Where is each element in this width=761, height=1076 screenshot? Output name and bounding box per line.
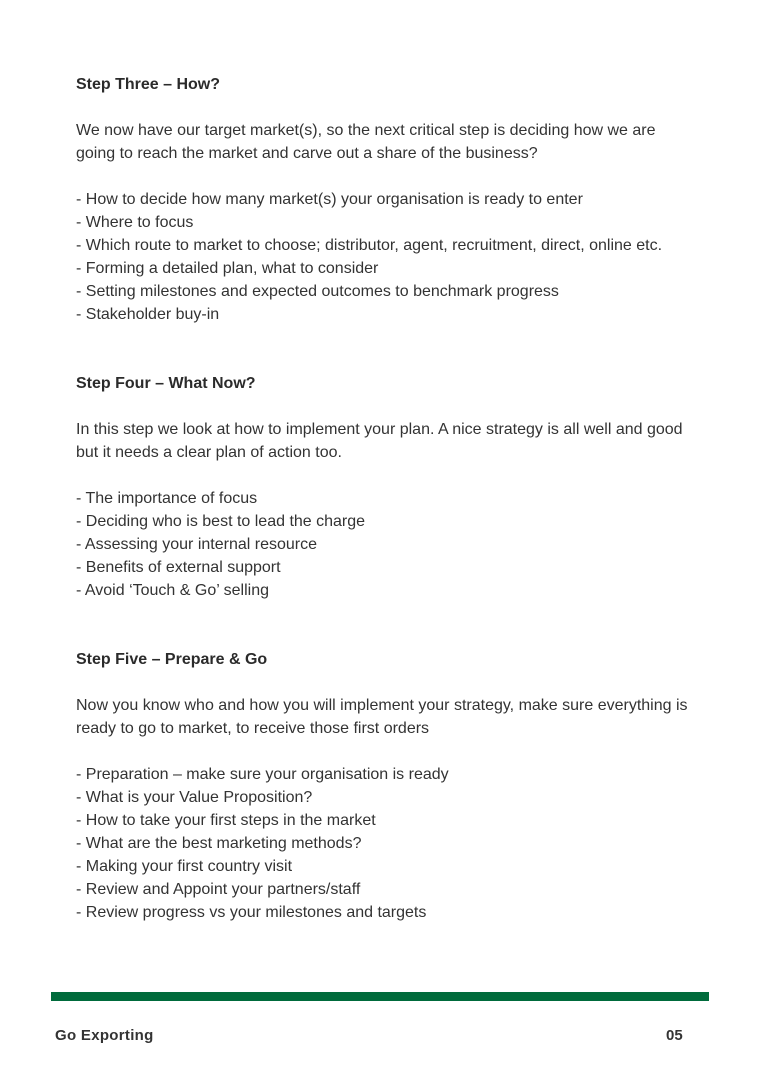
section-step-five (76, 648, 696, 924)
footer-divider-bar (51, 992, 709, 1001)
section-intro: Now you know who and how you will implement your strategy, make sure everything is ready to go to market, to receive those first orders (76, 697, 688, 737)
section-step-four (76, 372, 696, 602)
section-title: Step Three – How? (76, 76, 221, 93)
list-item: - Review and Appoint your partners/staff (76, 881, 361, 898)
section-intro: In this step we look at how to implement your plan. A nice strategy is all well and good but it needs a clear plan of action too. (76, 421, 683, 461)
bullet-list (76, 763, 696, 924)
section-intro: We now have our target market(s), so the next critical step is deciding how we are going to reach the market and carve out a share of the business? (76, 122, 656, 162)
list-item: - Avoid ‘Touch & Go’ selling (76, 582, 269, 599)
list-item: - Which route to market to choose; distributor, agent, recruitment, direct, online etc. (76, 237, 663, 254)
list-item: - Stakeholder buy-in (76, 306, 220, 323)
section-title: Step Four – What Now? (76, 375, 256, 392)
list-item: - Benefits of external support (76, 559, 281, 576)
list-item: - Assessing your internal resource (76, 536, 317, 553)
list-item: - What is your Value Proposition? (76, 789, 313, 806)
bullet-list (76, 188, 696, 326)
list-item: - Forming a detailed plan, what to consider (76, 260, 379, 277)
list-item: - Making your first country visit (76, 858, 293, 875)
document-body (76, 73, 696, 924)
list-item: - Where to focus (76, 214, 194, 231)
list-item: - How to take your first steps in the market (76, 812, 376, 829)
list-item: - How to decide how many market(s) your organisation is ready to enter (76, 191, 583, 208)
bullet-list (76, 487, 696, 602)
list-item: - What are the best marketing methods? (76, 835, 362, 852)
list-item: - Setting milestones and expected outcomes to benchmark progress (76, 283, 559, 300)
list-item: - The importance of focus (76, 490, 258, 507)
footer-brand: Go Exporting (55, 1027, 154, 1044)
list-item: - Deciding who is best to lead the charge (76, 513, 366, 530)
list-item: - Preparation – make sure your organisation is ready (76, 766, 449, 783)
page-number: 05 (666, 1027, 683, 1044)
section-title: Step Five – Prepare & Go (76, 651, 268, 668)
section-step-three (76, 73, 696, 326)
list-item: - Review progress vs your milestones and targets (76, 904, 427, 921)
